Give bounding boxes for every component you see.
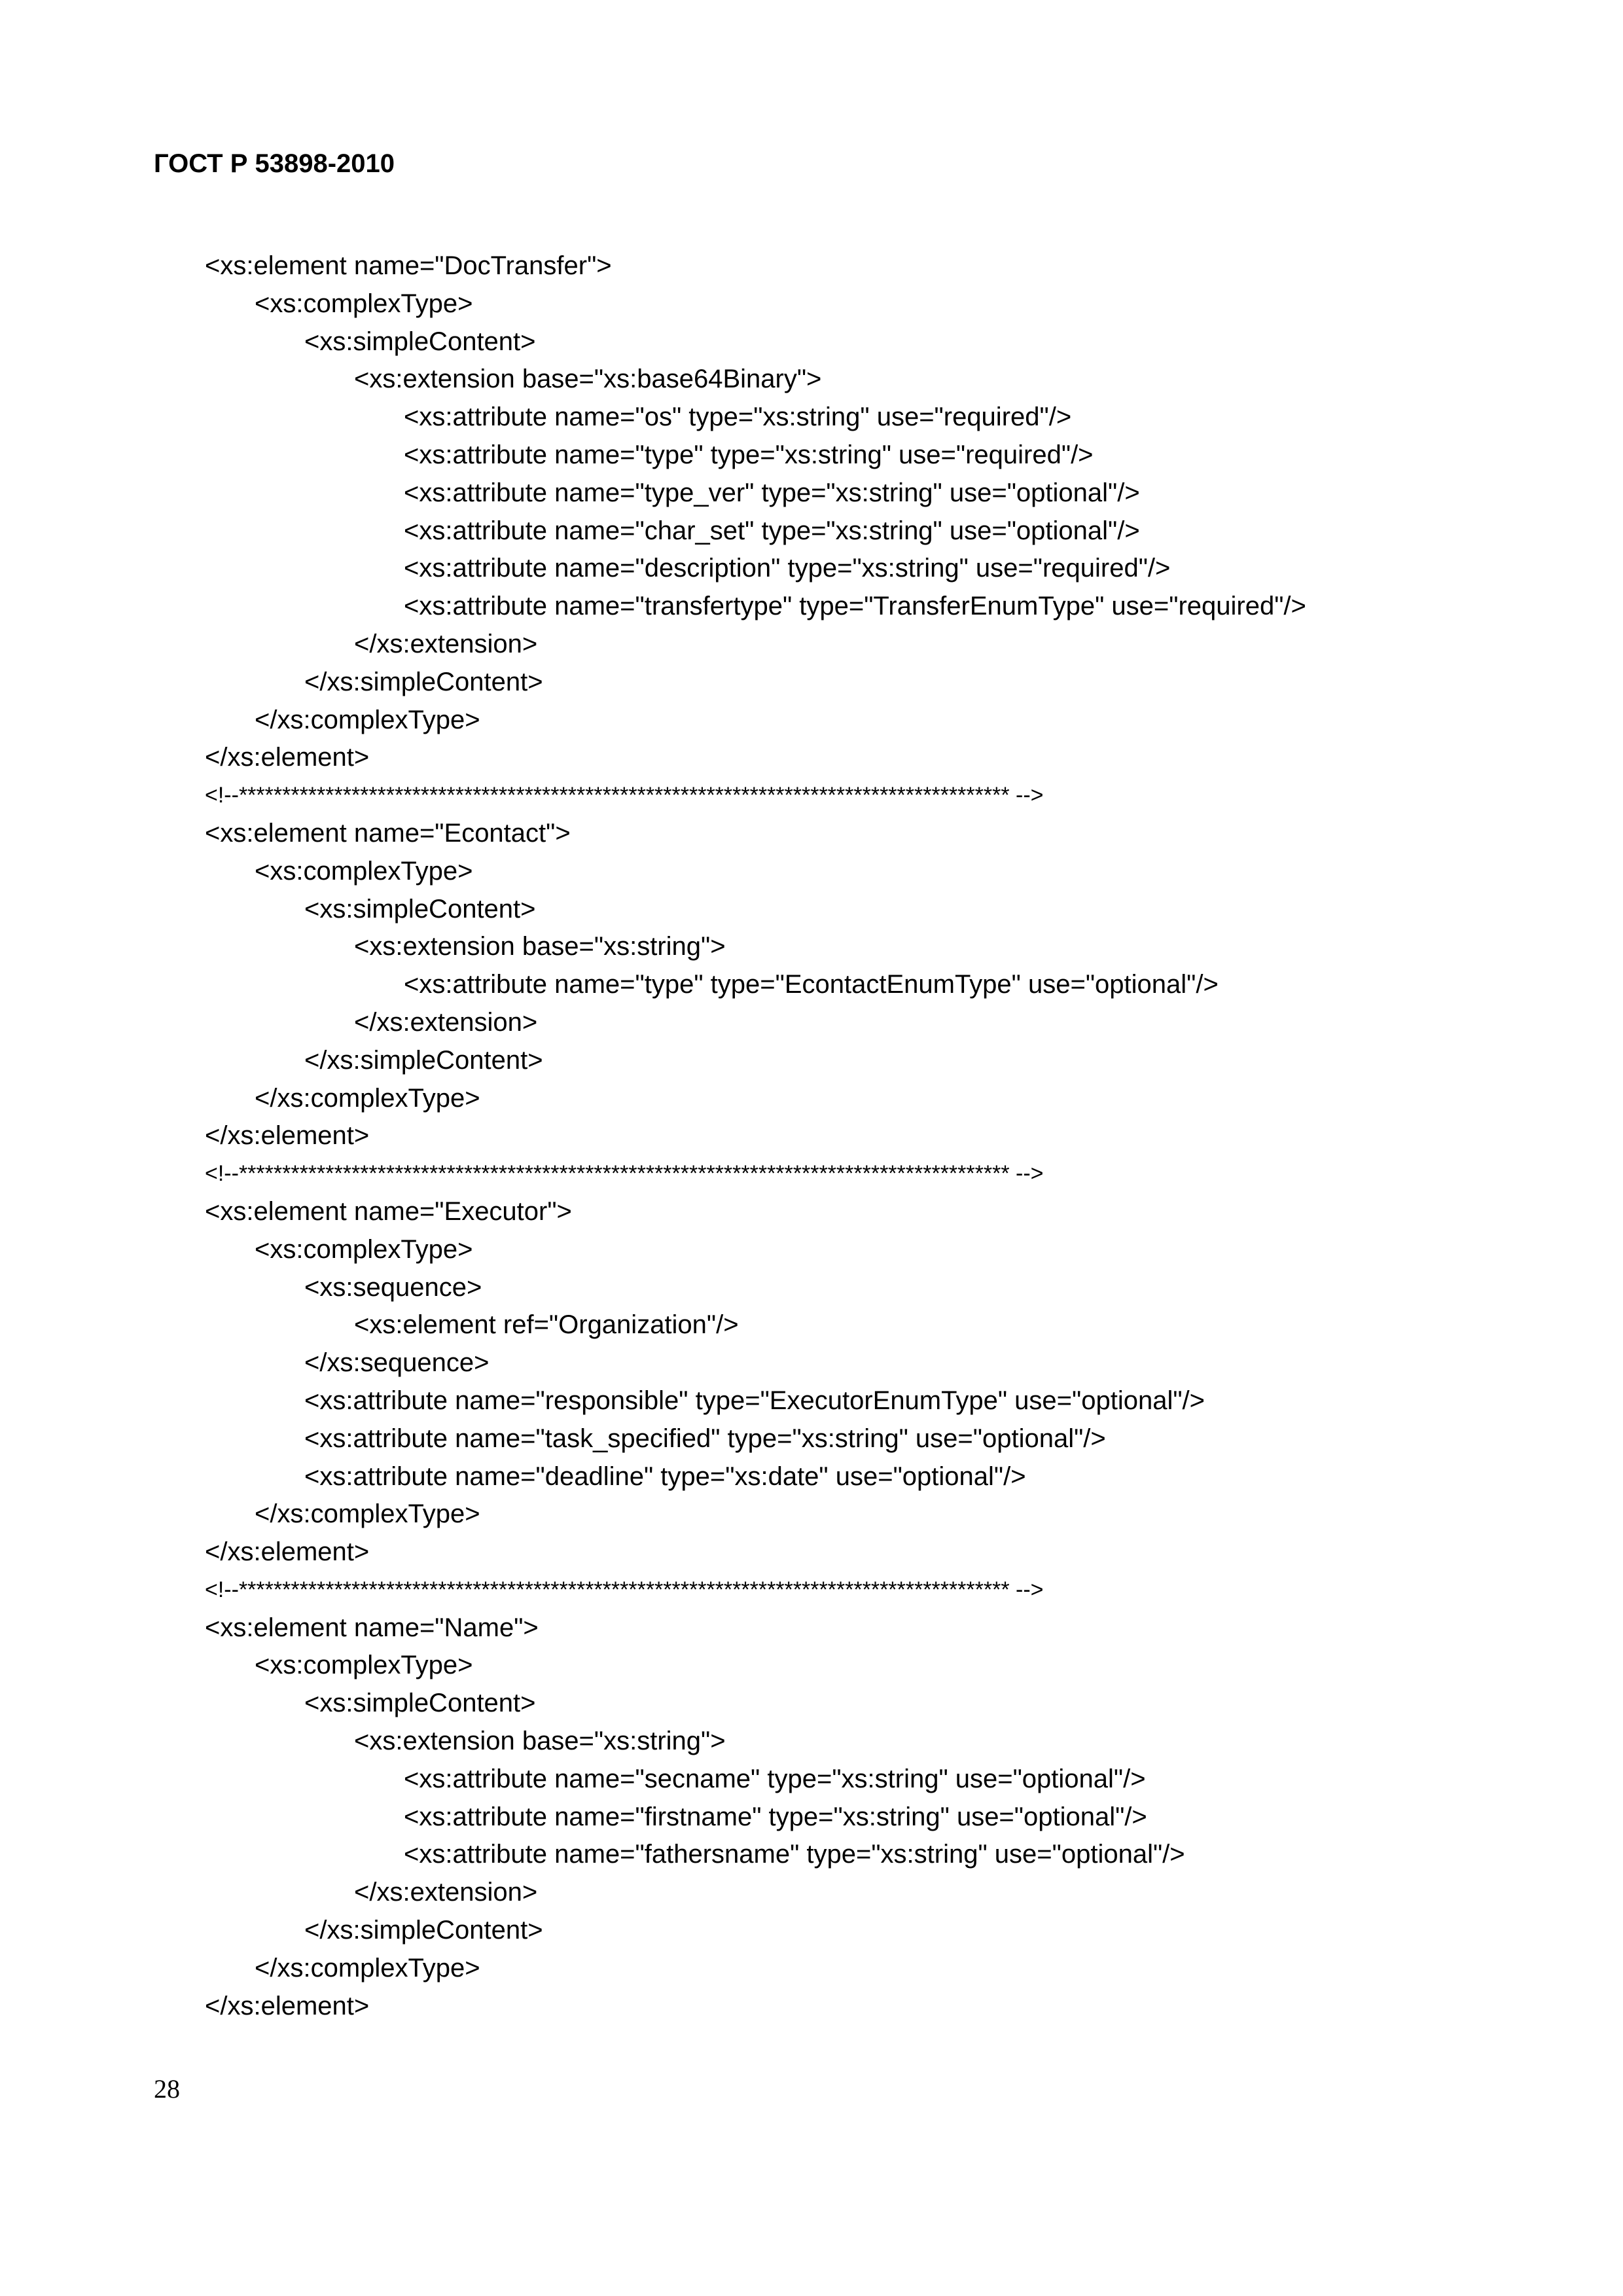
- code-line: <xs:element name="Executor">: [205, 1196, 572, 1226]
- code-line: <xs:element name="Econtact">: [205, 818, 571, 848]
- code-line: <xs:attribute name="os" type="xs:string" use="required"/>: [404, 403, 1072, 432]
- code-line: <xs:extension base="xs:base64Binary">: [354, 365, 822, 394]
- code-line: </xs:element>: [205, 1537, 370, 1567]
- code-line: </xs:element>: [205, 1991, 370, 2020]
- code-line: <xs:complexType>: [255, 1234, 473, 1264]
- code-line: <xs:simpleContent>: [304, 894, 536, 924]
- code-line: <xs:sequence>: [304, 1272, 482, 1302]
- code-line: </xs:complexType>: [255, 1499, 480, 1529]
- code-line: <xs:attribute name="type_ver" type="xs:string" use="optional"/>: [404, 478, 1140, 507]
- code-line: </xs:extension>: [354, 629, 538, 658]
- code-line: </xs:simpleContent>: [304, 667, 543, 696]
- code-line: <xs:attribute name="responsible" type="ExecutorEnumType" use="optional"/>: [304, 1386, 1205, 1415]
- code-line: <xs:attribute name="description" type="xs:string" use="required"/>: [404, 554, 1171, 583]
- code-line: <xs:attribute name="type" type="xs:string" use="required"/>: [404, 440, 1094, 469]
- code-line: <xs:attribute name="task_specified" type="xs:string" use="optional"/>: [304, 1424, 1106, 1453]
- code-line: <xs:extension base="xs:string">: [354, 932, 726, 961]
- code-line: </xs:sequence>: [304, 1348, 490, 1378]
- code-line: </xs:complexType>: [255, 1953, 480, 1982]
- separator-comment-line: <!--***************************************************************************************** -->: [205, 783, 1044, 808]
- code-line: <xs:attribute name="char_set" type="xs:string" use="optional"/>: [404, 516, 1140, 545]
- code-line: <xs:attribute name="type" type="EcontactEnumType" use="optional"/>: [404, 970, 1219, 999]
- code-line: <xs:complexType>: [255, 1651, 473, 1680]
- code-line: </xs:extension>: [354, 1878, 538, 1907]
- code-line: <xs:attribute name="transfertype" type="TransferEnumType" use="required"/>: [404, 592, 1306, 621]
- code-line: <xs:element name="DocTransfer">: [205, 251, 612, 280]
- code-line: </xs:complexType>: [255, 705, 480, 734]
- code-line: </xs:simpleContent>: [304, 1045, 543, 1075]
- separator-comment-line: <!--***************************************************************************************** -->: [205, 1161, 1044, 1187]
- code-line: <xs:attribute name="deadline" type="xs:date" use="optional"/>: [304, 1462, 1026, 1491]
- code-line: </xs:simpleContent>: [304, 1916, 543, 1945]
- document-header: ГОСТ Р 53898-2010: [154, 149, 395, 178]
- code-line: <xs:attribute name="fathersname" type="xs:string" use="optional"/>: [404, 1840, 1185, 1869]
- code-line: <xs:extension base="xs:string">: [354, 1727, 726, 1756]
- code-line: </xs:element>: [205, 743, 370, 772]
- code-line: <xs:element name="Name">: [205, 1613, 539, 1642]
- separator-comment-line: <!--***************************************************************************************** -->: [205, 1577, 1044, 1602]
- code-line: <xs:complexType>: [255, 856, 473, 886]
- code-line: </xs:complexType>: [255, 1083, 480, 1113]
- code-line: <xs:attribute name="secname" type="xs:string" use="optional"/>: [404, 1764, 1146, 1793]
- code-line: <xs:element ref="Organization"/>: [354, 1310, 739, 1340]
- code-line: </xs:element>: [205, 1121, 370, 1151]
- code-line: <xs:attribute name="firstname" type="xs:string" use="optional"/>: [404, 1802, 1147, 1831]
- code-line: <xs:complexType>: [255, 289, 473, 318]
- page-number: 28: [154, 2074, 180, 2104]
- code-line: </xs:extension>: [354, 1007, 538, 1037]
- xml-schema-listing: [205, 247, 1514, 2025]
- code-line: <xs:simpleContent>: [304, 1689, 536, 1718]
- code-line: <xs:simpleContent>: [304, 327, 536, 356]
